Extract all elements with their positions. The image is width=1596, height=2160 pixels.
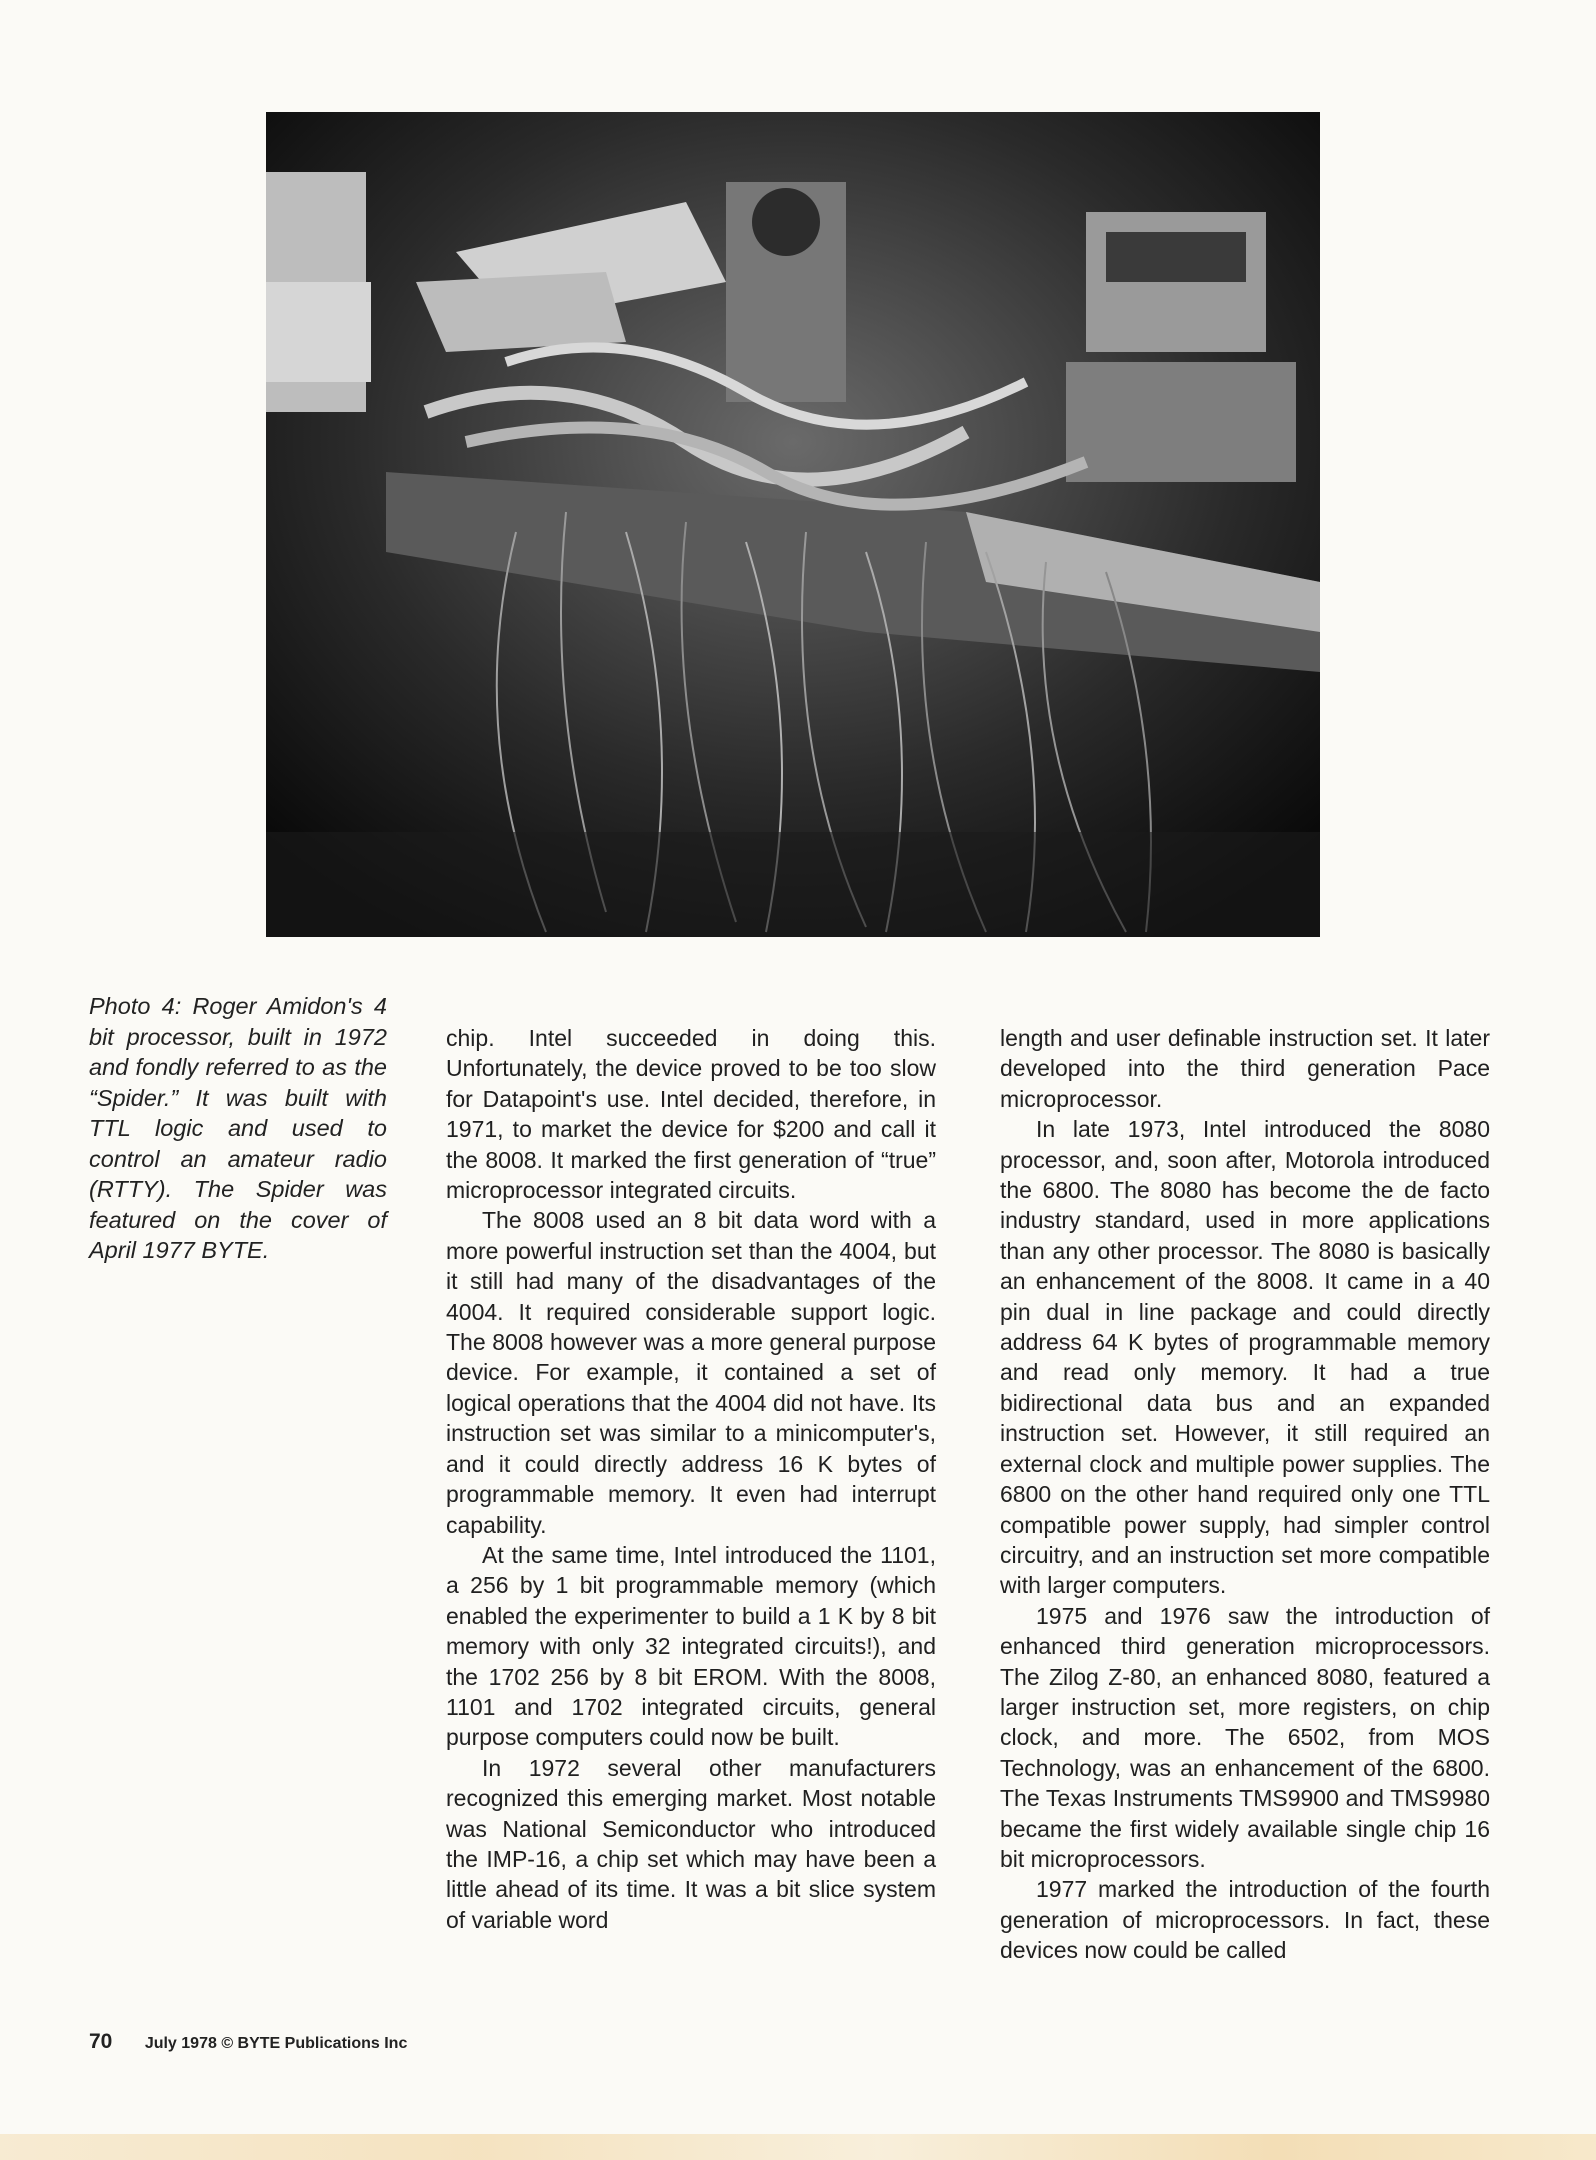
publication-line: July 1978 © BYTE Publications Inc: [144, 2035, 408, 2052]
page-number: 70: [89, 2030, 113, 2053]
photo-spider-processor: [266, 112, 1320, 937]
paragraph: 1975 and 1976 saw the introduction of enhanced third generation microprocessors. The Zilog Z-80, an enhanced 8080, featured a larger instruction set, more registers, on chip clock, and more. The 6502, from MOS Technology, was an enhancement of the 6800. The Texas Instruments TMS9900 and TMS9980 became the first widely available single chip 16 bit microprocessors.: [1000, 1602, 1490, 1872]
caption-text: Photo 4: Roger Amidon's 4 bit processor, built in 1972 and fondly referred to as the “Spider.” It was built with TTL logic and used to control an amateur radio (RTTY). The Spider was featured on the cover of April 1977 BYTE.: [89, 993, 387, 1263]
scan-edge: [0, 2134, 1596, 2160]
page-footer: [89, 2030, 407, 2054]
paragraph: In 1972 several other manufacturers recognized this emerging market. Most notable was National Semiconductor who introduced the IMP-16, a chip set which may have been a little ahead of its time. It was a bit slice system of variable word: [446, 1754, 936, 1933]
paragraph: 1977 marked the introduction of the fourth generation of microprocessors. In fact, these devices now could be called: [1000, 1876, 1490, 1964]
article-column-1: [446, 1023, 936, 1935]
paragraph: The 8008 used an 8 bit data word with a more powerful instruction set than the 4004, but it still had many of the disadvantages of the 4004. It required considerable support logic. The 8008 however was a more general purpose device. For example, it contained a set of logical operations that the 4004 did not have. Its instruction set was similar to a minicomputer's, and it could directly address 16 K bytes of programmable memory. It even had interrupt capability.: [446, 1207, 936, 1538]
photo-spider-processor-image: [266, 112, 1320, 937]
photo-caption: [89, 991, 387, 1266]
paragraph: In late 1973, Intel introduced the 8080 processor, and, soon after, Motorola introduced the 6800. The 8080 has become the de facto industry standard, used in more applications than any other processor. The 8080 is basically an enhancement of the 8008. It came in a 40 pin dual in line package and could directly address 64 K bytes of programmable memory and read only memory. It had a true bidirectional data bus and an expanded instruction set. However, it still required an external clock and multiple power supplies. The 6800 on the other hand required only one TTL compatible power supply, had simpler control circuitry, and an instruction set more compatible with larger computers.: [1000, 1116, 1490, 1599]
paragraph: At the same time, Intel introduced the 1101, a 256 by 1 bit programmable memory (which enabled the experimenter to build a 1 K by 8 bit memory with only 32 integrated circuits!), and the 1702 256 by 8 bit EROM. With the 8008, 1101 and 1702 integrated circuits, general purpose computers could now be built.: [446, 1541, 936, 1751]
paragraph: chip. Intel succeeded in doing this. Unfortunately, the device proved to be too slow for Datapoint's use. Intel decided, therefore, in 1971, to market the device for $200 and call it the 8008. It marked the first generation of “true” microprocessor integrated circuits.: [446, 1025, 936, 1204]
article-column-2: [1000, 1023, 1490, 1966]
paragraph: length and user definable instruction set. It later developed into the third generation Pace microprocessor.: [1000, 1025, 1490, 1112]
